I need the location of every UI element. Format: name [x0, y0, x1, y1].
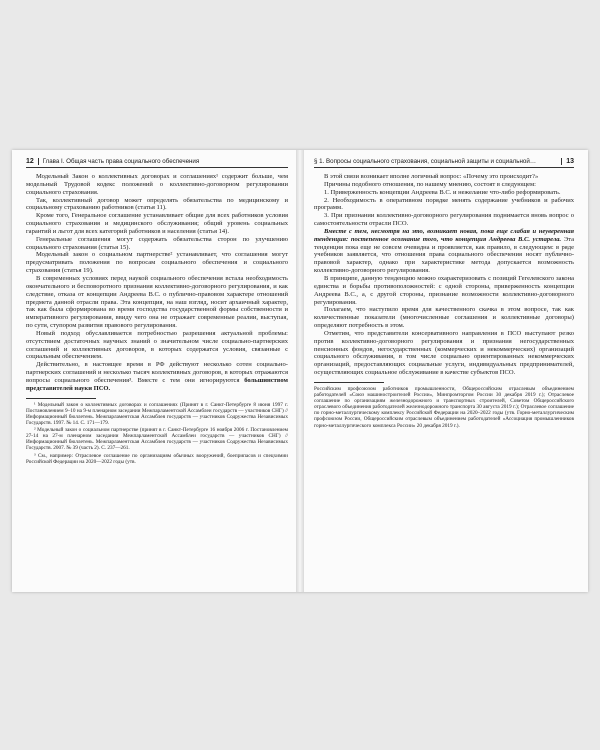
footnote-continuation: Российским профсоюзом работников промышленности, Общероссийским отраслевым объединением работодателей «Союз машиностроителей России», Минпромторгом России 30 декабря 2019 г.); Отраслевое соглашение по организациям железнодорожного и транспортных строителей, Советом Общероссийского отраслевого объединения работодателей железнодорожного транспорта 30 августа 2019 г.); Отраслевое соглашение по горно-металлургическому комплексу Российской Федерации на 2020–2022 годы (утв. Горно-металлургическим профсоюзом России, Общероссийским отраслевым объединением работодателей «Ассоциация промышленников горно-металлургического комплекса России» 20 декабря 2019 г.). — [314, 385, 574, 429]
left-page — [12, 150, 296, 592]
paragraph: Кроме того, Генеральное соглашение устанавливает общие для всех работников условия социального страхования и медицинского обслуживания; общий уровень социальных гарантий и льгот для всех категорий работников и населения (статья 14). — [26, 212, 288, 235]
paragraph: В этой связи возникает вполне логичный вопрос: «Почему это происходит?» — [324, 173, 539, 180]
footnotes-left — [26, 402, 288, 465]
footnote-3: ³ См., например: Отраслевое соглашение по организациям обычных вооружений, боеприпасов и спецхимии Российской Федерации на 2020—2022 годы (утв. — [26, 452, 288, 465]
list-item: 2. Необходимость в оперативном порядке менять содержание учебников и рабочих программ. — [314, 196, 574, 212]
paragraph: Генеральные соглашения могут содержать обязательства сторон по улучшению социального страхования (статья 15). — [26, 235, 288, 251]
book-spread — [12, 150, 588, 592]
header-divider — [38, 158, 39, 165]
footnote-1: ¹ Модельный закон о коллективных договорах и соглашениях (Принят в г. Санкт-Петербурге 8 июня 1997 г. Постановлением 9–10 на 9-м пленарном заседании Межпарламентской Ассамблеи государств — участников СНГ) // Информационный бюллетень. Межпарламентская Ассамблея государств — участников Содружества Независимых Государств. 1997. № 14. С. 171—179. — [26, 401, 288, 426]
paragraph-emphasis — [314, 228, 574, 275]
paragraph: Отметим, что представители консервативного направления в ПСО выступают резко против коллективно-договорного регулирования и признания негосударственных пенсионных фондов, негосударственных (коммерческих и некоммерческих) организаций социального обслуживания, в том числе социально ориентированных некоммерческих организаций, предоставляющих социальные услуги, индивидуальных предпринимателей, осуществляющих социальное обслуживание в качестве субъектов ПСО. — [314, 329, 574, 377]
page-number-right: 13 — [566, 158, 574, 165]
running-header-right — [314, 158, 574, 168]
header-divider — [561, 158, 562, 165]
list-item: 3. При признании коллективно-договорного регулирования поднимается вновь вопрос о самостоятельности отрасли ПСО. — [314, 212, 574, 228]
book-gutter — [296, 150, 304, 592]
chapter-title: Глава I. Общая часть права социального обеспечения — [42, 158, 200, 165]
section-title: § 1. Вопросы социального страхования, социальной защиты и социальной… — [314, 158, 537, 165]
page-number-left: 12 — [26, 158, 34, 165]
paragraph-text: Действительно, в настоящее время в РФ действуют несколько сотен социально-партнерских соглашений и несколько тысяч коллективных договоров, в которых отражаются вопросы социального обеспечения³. Вместе с тем они игнорируются — [26, 361, 288, 384]
italic-emphasis: Вместе с тем, несмотря на это, возникает новая, пока еще слабая и неуверенная тенденция: постепенное осознание того, что концепция Андреева В.С. устарела. — [314, 227, 574, 243]
list-item: 1. Приверженность концепции Андреева В.С. и нежелание что-либо реформировать. — [324, 188, 561, 196]
paragraph: В современных условиях перед наукой социального обеспечения встала необходимость окончательного и бесповоротного признания коллективно-договорного регулирования, и как следствие, отказа от концепции Андреева В.С. о публично-правовом характере отношений предмета данной отрасли права. Эта концепция, на наш взгляд, носит архаичный характер, так как была сформирована во время господства государственной формы собственности и императивного регулирования, ввиду чего она не отражает современные реалии, выступая, по сути, ступором развития правового регулирования. — [26, 274, 288, 330]
footnote-rule — [26, 398, 96, 399]
paragraph: Модельный закон о социальном партнерстве² устанавливает, что соглашения могут предусматривать положения по вопросам социального обеспечения и социального страхования (статья 19). — [26, 251, 288, 275]
paragraph: Модельный Закон о коллективных договорах и соглашениях¹ содержит больше, чем модельный Трудовой кодекс положений о коллективно-договорном регулировании социального страхования. — [26, 173, 288, 196]
footnote-rule — [314, 382, 384, 383]
paragraph: В принципе, данную тенденцию можно охарактеризовать с позиций Гегелевского закона единства и борьбы противоположностей: с одной стороны, приверженность концепции Андреева В.С., а, с другой стороны, признание возможности коллективно-договорного регулирования. — [314, 274, 574, 306]
bold-emphasis: большинством представителей науки ПСО. — [26, 376, 288, 392]
footnotes-right — [314, 386, 574, 429]
paragraph: Причины подобного отношения, по нашему мнению, состоят в следующем: — [324, 180, 536, 188]
paragraph: Новый подход обуславливается потребностью разрешения актуальной проблемы: отсутствием достаточных научных знаний о значительном числе социально-партнерских соглашений и коллективных договоров, в которых содержатся условия, связанные с социальным обеспечением. — [26, 329, 288, 361]
paragraph-text: Эта тенденция пока еще не совсем очевидна и проявляется, как правило, в следующем: в ряде учебников заявляется, что отношения права социального обеспечения носят публично-правовой характер, однако при характеристике метода допускается возможность коллективно-договорного регулирования. — [314, 235, 574, 275]
paragraph: Полагаем, что наступило время для качественного скачка в этом вопросе, так как количественные показатели (многочисленные соглашения и коллективные договоры) определяют потребность в этом. — [314, 306, 574, 330]
page-number-group — [561, 158, 574, 165]
body-text-right — [314, 173, 574, 377]
paragraph-last — [26, 361, 288, 392]
paragraph: Так, коллективный договор может определять обязательства по медицинскому и социальному страхованию работников (статья 11). — [26, 196, 288, 212]
right-page — [304, 150, 588, 592]
body-text-left — [26, 173, 288, 393]
footnote-2: ² Модельный закон о социальном партнерстве (принят в г. Санкт-Петербурге 16 ноября 2006 г. Постановлением 27-14 на 27-м пленарном заседании Межпарламентской Ассамблеи государств — участников СНГ) // Информационный бюллетень. Межпарламентская Ассамблея государств — участников Содружества Независимых Государств. 2007. № 39 (часть 2). С. 237—261. — [26, 427, 288, 452]
running-header-left — [26, 158, 288, 168]
